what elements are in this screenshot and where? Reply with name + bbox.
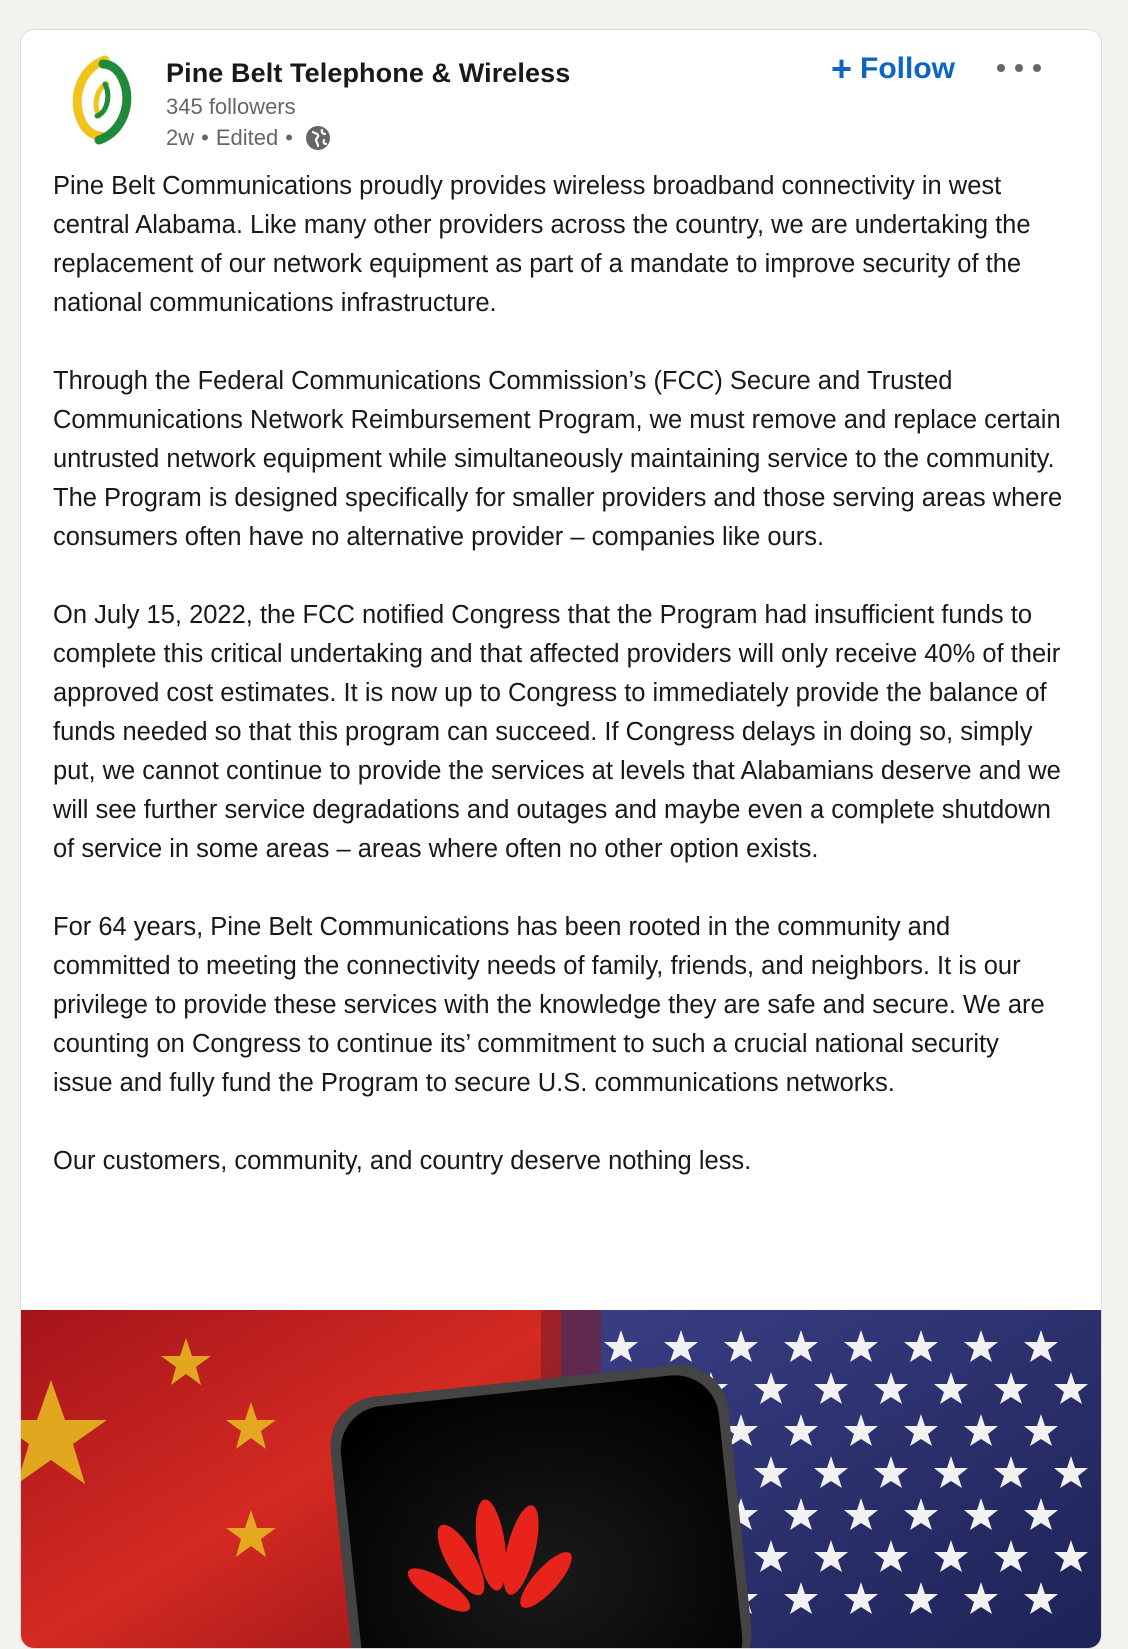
dot bbox=[997, 64, 1005, 72]
follow-button[interactable] bbox=[831, 48, 956, 89]
post-paragraph: For 64 years, Pine Belt Communications has been rooted in the community and committed to meeting the connectivity needs of family, friends, and neighbors. It is our privilege to provide these services with the knowledge they are safe and secure. We are counting on Congress to continue its’ commitment to such a crucial national security issue and fully fund the Program to secure U.S. communications networks. bbox=[53, 913, 1045, 1097]
flags-phone-image bbox=[21, 1310, 1102, 1649]
follow-label: Follow bbox=[860, 52, 956, 85]
globe-icon bbox=[304, 124, 332, 152]
post-meta bbox=[166, 124, 332, 152]
post-image[interactable] bbox=[21, 1310, 1102, 1649]
post-paragraph: Through the Federal Communications Commission’s (FCC) Secure and Trusted Communications Network Reimbursement Program, we must remove and replace certain untrusted network equipment while simultaneously maintaining service to the community. The Program is designed specifically for smaller providers and those serving areas where consumers often have no alternative provider – companies like ours. bbox=[53, 367, 1063, 551]
follower-count: 345 followers bbox=[166, 94, 296, 119]
phone bbox=[325, 1360, 756, 1649]
more-options-button[interactable] bbox=[997, 56, 1041, 80]
dot bbox=[1015, 64, 1023, 72]
post-text bbox=[53, 167, 1063, 1181]
company-name[interactable]: Pine Belt Telephone & Wireless bbox=[166, 58, 571, 88]
post-paragraph: On July 15, 2022, the FCC notified Congress that the Program had insufficient funds to complete this critical undertaking and that affected providers will only receive 40% of their approved cost estimates. It is now up to Congress to immediately provide the balance of funds needed so that this program can succeed. If Congress delays in doing so, simply put, we cannot continue to provide the services at levels that Alabamians deserve and we will see further service degradations and outages and maybe even a complete shutdown of service in some areas – areas where often no other option exists. bbox=[53, 601, 1061, 863]
post-paragraph: Pine Belt Communications proudly provides wireless broadband connectivity in west central Alabama. Like many other providers across the country, we are undertaking the replacement of our network equipment as part of a mandate to improve security of the national communications infrastructure. bbox=[53, 172, 1031, 317]
post-card bbox=[20, 29, 1102, 1649]
dot bbox=[1033, 64, 1041, 72]
post-paragraph: Our customers, community, and country deserve nothing less. bbox=[53, 1147, 752, 1175]
post-time: 2w bbox=[166, 125, 195, 150]
edited-label: Edited bbox=[215, 125, 279, 150]
plus-icon: + bbox=[831, 48, 853, 89]
company-logo[interactable] bbox=[67, 54, 137, 146]
meta-separator: • bbox=[201, 125, 209, 150]
meta-separator: • bbox=[285, 125, 293, 150]
